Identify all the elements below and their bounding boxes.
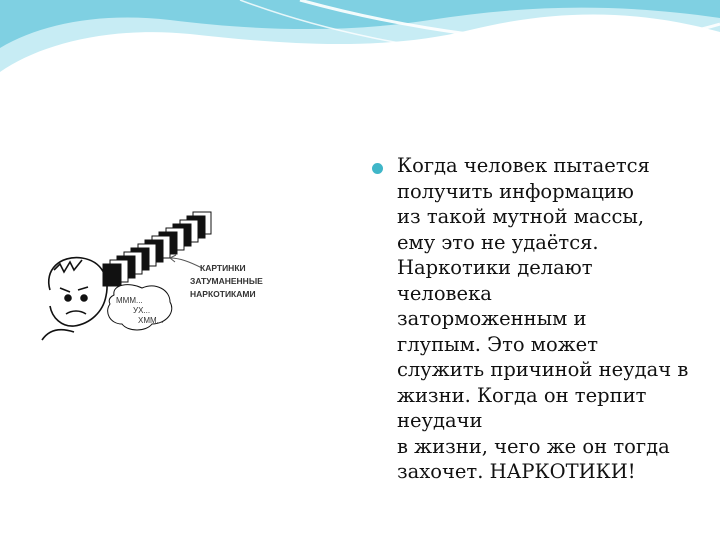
bullet-item: [372, 153, 702, 485]
thought-line-1: МММ...: [116, 296, 143, 305]
thought-line-2: УХ...: [133, 306, 151, 315]
caption-line-1: КАРТИНКИ: [200, 263, 246, 273]
confused-face: [42, 258, 107, 340]
thought-line-3: ХММ...: [138, 316, 164, 325]
header-wave-decoration: [0, 0, 720, 90]
drug-effect-illustration: [30, 200, 270, 350]
caption-line-2: ЗАТУМАНЕННЫЕ: [190, 276, 263, 286]
picture-stack: [103, 212, 211, 286]
body-text: Когда человек пытается получить информацию из такой мутной массы, ему это не удаётся. Наркотики делают человека заторможенным и глупым. Это может служить причиной неудач в жизни. Когда он терпит неудачи в жизни, чего же он тогда захочет. НАРКОТИКИ!: [397, 154, 689, 483]
pointer-arrow: [170, 258, 202, 268]
caption-line-3: НАРКОТИКАМИ: [190, 289, 256, 299]
bullet-dot-icon: [372, 163, 383, 174]
